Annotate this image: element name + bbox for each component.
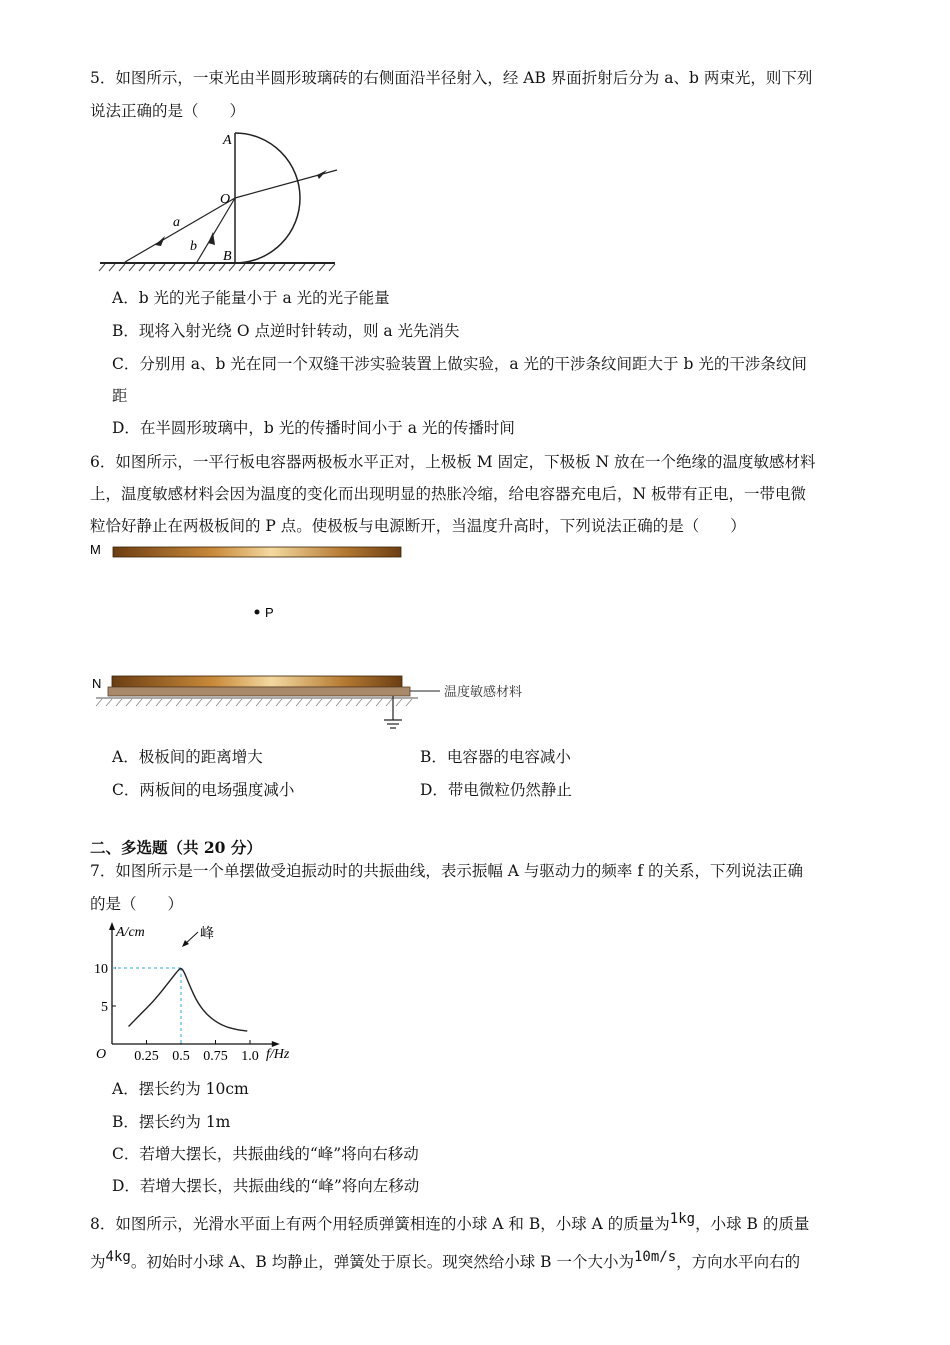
particle-P xyxy=(255,610,260,615)
label-A: A xyxy=(223,133,232,148)
chart-peak-annotation: 峰 xyxy=(200,926,214,942)
q7-option-a[interactable]: A．摆长约为 10cm xyxy=(112,1080,249,1098)
q8-text-2c: ，方向水平向右的 xyxy=(676,1253,801,1271)
q5-option-c-cont: 距 xyxy=(112,387,128,405)
q6-option-a[interactable]: A．极板间的距离增大 xyxy=(112,748,263,766)
x-tick-label-3: 1.0 xyxy=(241,1049,259,1064)
chart-xlabel: f/Hz xyxy=(266,1047,290,1062)
speed-value: 10m/s xyxy=(634,1249,677,1265)
q7-resonance-chart xyxy=(88,918,308,1066)
label-O: O xyxy=(220,192,231,207)
chart-ylabel: A/cm xyxy=(116,925,145,940)
q8-text-1a: 8．如图所示，光滑水平面上有两个用轻质弹簧相连的小球 A 和 B，小球 A 的质量为 xyxy=(90,1215,670,1233)
section-title-multiple-choice: 二、多选题（共 20 分） xyxy=(90,838,262,857)
q7-option-d[interactable]: D．若增大摆长，共振曲线的“峰”将向左移动 xyxy=(112,1177,420,1195)
q8-text-1b: ，小球 B 的质量 xyxy=(695,1215,810,1233)
q5-stem-line1: 5．如图所示，一束光由半圆形玻璃砖的右侧面沿半径射入，经 AB 界面折射后分为 a、b 两束光，则下列 xyxy=(90,69,813,87)
q5-figure xyxy=(95,128,355,273)
q6-option-d[interactable]: D．带电微粒仍然静止 xyxy=(420,781,572,799)
label-N: N xyxy=(92,676,102,691)
chart-origin: O xyxy=(96,1047,107,1062)
resonance-curve xyxy=(129,969,248,1031)
semicircle-edge xyxy=(235,133,300,263)
label-P: P xyxy=(265,605,274,620)
x-tick-label-0: 0.25 xyxy=(134,1049,159,1064)
q6-stem-line3: 粒恰好静止在两极板间的 P 点。使极板与电源断开，当温度升高时，下列说法正确的是（ ） xyxy=(90,517,746,535)
q8-text-2b: 。初始时小球 A、B 均静止，弹簧处于原长。现突然给小球 B 一个大小为 xyxy=(130,1253,634,1271)
q6-stem-line1: 6．如图所示，一平行板电容器两极板水平正对，上极板 M 固定，下极板 N 放在一个绝缘的温度敏感材料 xyxy=(90,453,816,471)
ray-a xyxy=(125,198,235,262)
y-axis-arrow xyxy=(109,922,115,930)
ground-icon xyxy=(384,696,402,728)
label-b: b xyxy=(190,239,197,254)
q6-option-b[interactable]: B．电容器的电容减小 xyxy=(420,748,571,766)
mass-a-value: 1kg xyxy=(669,1211,696,1227)
q5-option-a[interactable]: A．b 光的光子能量小于 a 光的光子能量 xyxy=(112,289,390,307)
label-a: a xyxy=(173,215,180,230)
plate-N xyxy=(112,676,402,687)
label-M: M xyxy=(90,542,101,557)
q8-stem-line1 xyxy=(90,1212,809,1234)
temperature-material xyxy=(108,687,410,696)
q6-stem-line2: 上，温度敏感材料会因为温度的变化而出现明显的热胀冷缩，给电容器充电后，N 板带有正电，一带电微 xyxy=(90,485,806,503)
q5-option-b[interactable]: B．现将入射光绕 O 点逆时针转动，则 a 光先消失 xyxy=(112,322,460,340)
q7-stem-line2: 的是（ ） xyxy=(90,895,184,913)
q6-option-c[interactable]: C．两板间的电场强度减小 xyxy=(112,781,295,799)
y-tick-label-0: 5 xyxy=(101,1000,108,1015)
label-material: 温度敏感材料 xyxy=(444,685,523,700)
q5-option-c[interactable]: C．分别用 a、b 光在同一个双缝干涉实验装置上做实验，a 光的干涉条纹间距大于 b 光的干涉条纹间 xyxy=(112,355,807,373)
q7-option-b[interactable]: B．摆长约为 1m xyxy=(112,1113,231,1131)
q7-stem-line1: 7．如图所示是一个单摆做受迫振动时的共振曲线，表示振幅 A 与驱动力的频率 f 的关系，下列说法正确 xyxy=(90,862,804,880)
q8-text-2a: 为 xyxy=(90,1253,106,1271)
x-tick-label-2: 0.75 xyxy=(203,1049,228,1064)
y-tick-label-1: 10 xyxy=(94,962,108,977)
label-B: B xyxy=(223,249,232,264)
q7-option-c[interactable]: C．若增大摆长，共振曲线的“峰”将向右移动 xyxy=(112,1145,419,1163)
q5-stem-line2: 说法正确的是（ ） xyxy=(90,102,246,120)
q5-option-d[interactable]: D．在半圆形玻璃中，b 光的传播时间小于 a 光的传播时间 xyxy=(112,419,515,437)
plate-M xyxy=(113,547,401,557)
x-tick-label-1: 0.5 xyxy=(172,1049,190,1064)
mass-b-value: 4kg xyxy=(105,1249,131,1265)
q8-stem-line2 xyxy=(90,1250,800,1272)
q6-figure xyxy=(88,540,558,735)
